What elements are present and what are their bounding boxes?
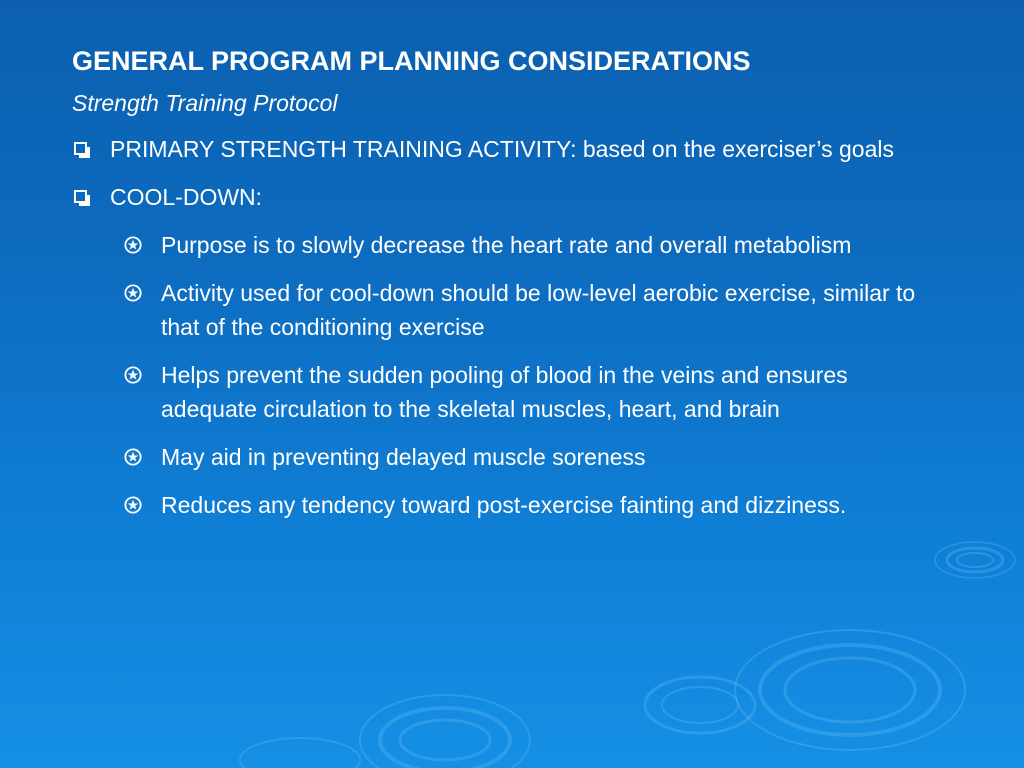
bullet-text: PRIMARY STRENGTH TRAINING ACTIVITY: based on the exerciser’s goals (110, 136, 894, 162)
bullet-text: COOL-DOWN: (110, 184, 263, 210)
slide-title: GENERAL PROGRAM PLANNING CONSIDERATIONS (72, 46, 751, 76)
sub-bullet-text: May aid in preventing delayed muscle soreness (161, 444, 646, 470)
star-circle-icon (124, 284, 142, 302)
bullet-primary-activity (72, 132, 952, 166)
sub-bullet-text: Activity used for cool-down should be low-level aerobic exercise, similar to that of the conditioning exercise (161, 280, 916, 340)
sub-bullet-soreness (72, 440, 941, 474)
star-circle-icon (124, 236, 142, 254)
slide-subtitle: Strength Training Protocol (72, 90, 338, 116)
star-circle-icon (124, 366, 142, 384)
star-circle-icon (124, 448, 142, 466)
sub-bullet-text: Purpose is to slowly decrease the heart rate and overall metabolism (161, 232, 852, 258)
checkbox-icon (74, 142, 87, 155)
sub-bullet-text: Reduces any tendency toward post-exercise fainting and dizziness. (161, 492, 847, 518)
star-circle-icon (124, 496, 142, 514)
sub-bullet-purpose (72, 228, 941, 262)
sub-bullet-pooling (72, 358, 941, 426)
sub-bullet-activity (72, 276, 941, 344)
bullet-cool-down (72, 180, 952, 214)
checkbox-icon (74, 190, 87, 203)
sub-bullet-text: Helps prevent the sudden pooling of blood in the veins and ensures adequate circulation to the skeletal muscles, heart, and brain (161, 362, 848, 422)
slide-content (72, 44, 952, 522)
sub-bullet-fainting (72, 488, 941, 522)
